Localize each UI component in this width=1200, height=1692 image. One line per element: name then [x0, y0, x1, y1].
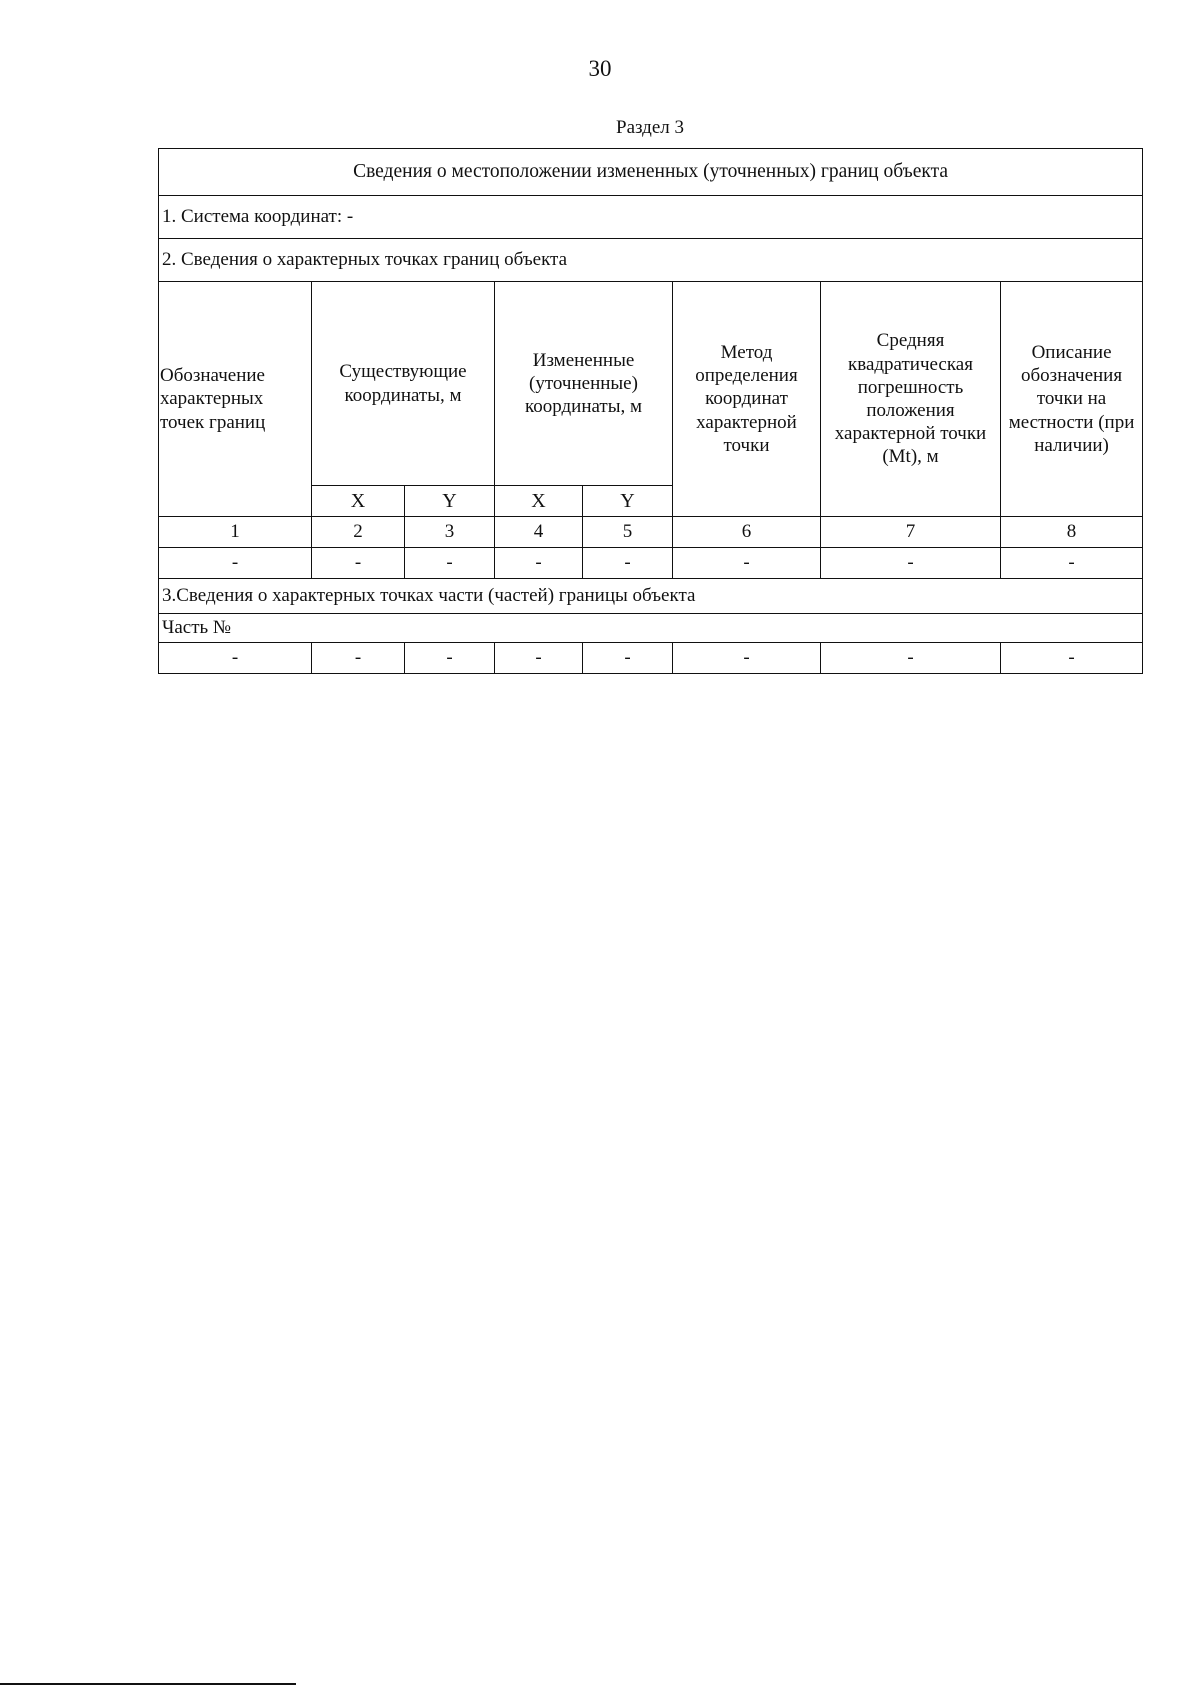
column-number: 6 — [673, 517, 821, 548]
points-heading: 2. Сведения о характерных точках границ объекта — [159, 239, 1143, 282]
table-row — [159, 643, 1143, 674]
part-number-row — [159, 614, 1143, 643]
table-cell: - — [405, 643, 495, 674]
section-label: Раздел 3 — [616, 117, 684, 138]
header-error: Средняя квадратическая погрешность положения характерной точки (Mt), м — [821, 282, 1001, 517]
table-cell: - — [405, 548, 495, 579]
table-cell: - — [159, 548, 312, 579]
column-number: 2 — [312, 517, 405, 548]
table-cell: - — [159, 643, 312, 674]
table-cell: - — [673, 548, 821, 579]
header-description: Описание обозначения точки на местности (при наличии) — [1001, 282, 1143, 517]
points-heading-row — [159, 239, 1143, 282]
coord-system-label: 1. Система координат: - — [159, 196, 1143, 239]
column-number: 3 — [405, 517, 495, 548]
table-cell: - — [495, 643, 583, 674]
header-changed-coords: Измененные (уточненные) координаты, м — [495, 282, 673, 486]
column-number: 5 — [583, 517, 673, 548]
boundary-points-table — [158, 148, 1143, 674]
column-number: 1 — [159, 517, 312, 548]
page-number: 30 — [588, 56, 612, 81]
table-title-row — [159, 149, 1143, 196]
header-method: Метод определения координат характерной точки — [673, 282, 821, 517]
table-cell: - — [583, 548, 673, 579]
header-row — [159, 282, 1143, 486]
table-row — [159, 548, 1143, 579]
table-cell: - — [495, 548, 583, 579]
column-number-row — [159, 517, 1143, 548]
table-cell: - — [673, 643, 821, 674]
header-changed-y: Y — [583, 486, 673, 517]
header-existing-x: X — [312, 486, 405, 517]
column-number: 4 — [495, 517, 583, 548]
footer-rule — [0, 1683, 296, 1685]
table-cell: - — [312, 643, 405, 674]
header-changed-x: X — [495, 486, 583, 517]
part-number-label: Часть № — [159, 614, 1143, 643]
column-number: 7 — [821, 517, 1001, 548]
coord-system-row — [159, 196, 1143, 239]
table-cell: - — [312, 548, 405, 579]
header-designation: Обозначение характерных точек границ — [159, 282, 312, 517]
header-existing-y: Y — [405, 486, 495, 517]
table-cell: - — [1001, 548, 1143, 579]
table-cell: - — [821, 548, 1001, 579]
table-cell: - — [583, 643, 673, 674]
table-cell: - — [821, 643, 1001, 674]
table-cell: - — [1001, 643, 1143, 674]
parts-heading-row — [159, 579, 1143, 614]
header-existing-coords: Существующие координаты, м — [312, 282, 495, 486]
parts-heading: 3.Сведения о характерных точках части (частей) границы объекта — [159, 579, 1143, 614]
column-number: 8 — [1001, 517, 1143, 548]
table-title: Сведения о местоположении измененных (уточненных) границ объекта — [159, 149, 1143, 196]
